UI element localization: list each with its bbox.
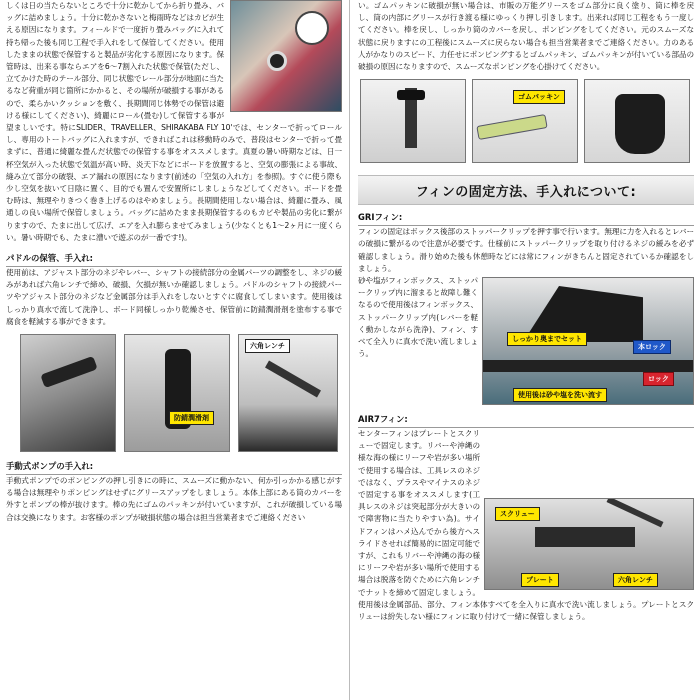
gri-fin-heading: GRIフィン: <box>358 211 694 226</box>
fin-plate-icon <box>535 527 635 547</box>
valve-icon <box>267 51 287 71</box>
main-lock-label: 本ロック <box>633 340 671 354</box>
set-firmly-label: しっかり奥までセット <box>507 332 587 346</box>
gri-block <box>358 275 694 407</box>
lever-icon <box>40 356 97 388</box>
rinse-label: 使用後は砂や塩を洗い流す <box>513 388 607 402</box>
left-column <box>6 0 342 700</box>
lubricant-label: 防錆潤滑剤 <box>169 411 214 425</box>
hex-wrench-icon <box>265 361 321 398</box>
paddle-lever-photo <box>20 334 116 452</box>
pump-rod-photo <box>360 79 466 163</box>
pump-paragraph: 手動式ポンプでのポンピングの押し引きにの時に、スムーズに動かない、何か引っかかる感じがする場合は無理やりポンピングはせずにグリースアップをしましょう。本体上部にある筒のカバーを外すとポンプの棒が抜けます。棒の先にゴムのパッキンが付いていますが、これが破損している場合は交換になります。お客様のポンプが破損状態の場合は担当営業者までご連絡ください <box>6 476 342 522</box>
paddle-paragraph: 使用前は、アジャスト部分のネジやレバー、シャフトの接続部分の金属パーツの調整をし、ネジの緩みがあれば六角レンチで締め、破損、欠損が無いか確認しましょう。パドルのシャフトの接続パーツやアジャスト部分のネジなど金属部分は手入れをしないとすぐに腐食してしまいます。使用後はしっかり真水で流して洗浄し、ボード同様しっかり乾燥させ、保管前に防錆潤滑剤を塗布する事で腐食を軽減する事ができます。 <box>6 268 342 326</box>
fin-section-title: フィンの固定方法、手入れについて: <box>415 184 637 200</box>
pump-heading: 手動式ポンプの手入れ: <box>6 460 342 475</box>
gri-fin-paragraph: フィンの固定はボックス後部のストッパークリップを押す事で行います。無理に力を入れるとレバーの破損に繋がるので注意が必要です。仕様前にストッパークリップを取り付けるネジの緩みを必ず確認しましょう。滑り始めた後も休憩時などには常にフィンがきちんと固定されているか確認をしましょう。 <box>358 227 694 273</box>
gri-fin-photo <box>482 277 694 405</box>
air7-block <box>358 428 694 623</box>
air7-hex-wrench-label: 六角レンチ <box>613 573 658 587</box>
air7-fin-paragraph: センターフィンはプレートとスクリューで固定します。リバーや沖縄の様な海の様にリーフや岩が多い場所で使用する場合は、工具レスのネジではなく、プラスやマイナスのネジで固定する事をオススメします(工具レスのネジは突起部分が大きいので障害物に当たりやすい為)。サイドフィンはハメ込んでから後方へスライドさせれば簡易的に固定可能ですが、これもリバーや沖縄の海の様にリーフや岩が多い場所で使用する場合は脱落を防ぐために六角レンチでナットを締めて固定しましょう。使用後は金属部品、部分、フィン本体すべてを全入りに真水で洗い流しましょう。プレートとスクリューは紛失しない様にフィンに取り付けて一緒に保管しましょう。 <box>358 429 694 622</box>
rubber-seal-label: ゴムパッキン <box>513 90 565 104</box>
air7-hex-wrench-icon <box>607 498 664 527</box>
gri-fin-rinse-paragraph: 砂や塩がフィンボックス、ストッパークリップ内に溜まると故障し難くなるので使用後はフィンボックス、ストッパークリップ内(レバーを軽く動かしながら洗浄)、フィン、すべて全入りに真水で洗い流しましょう。 <box>358 276 478 359</box>
storage-paragraph: しくは日の当たらないところで十分に乾かしてから折り畳み、バッグに詰めましょう。十分に乾かさないと梅雨時などはカビが生える原因になります。フィールドで一度折り畳みバッグに入れて持ち帰った後も同じ工程で手入れをして保管してください。使用したままの状態で保管すると製品が劣化する原因になります。保管時は、出来る事ならエアを6〜7割入れた状態で保管(ただし、立てかけた時のテール部分、同じ状態でレール部分が地面に当たるなど荷重が同じ箇所にかかると、その場所が破損する事があるので、柔らかいクッションを敷く、長期間同じ体勢での保管は避ける様にしてください)、綺麗にロール(畳む)して保管する事が望ましいです。特にSLIDER、TRAVELLER、SHIRAKABA FLY 10'では、センターで折ってロールし、専用のトートバッグに入れますが、できればこれは移動時のみで、普段はセンターで折って畳まずに、普通に綺麗な畳んだ状態での保管する事をオススメします。真夏の暑い時期などは、日一杯空気が入った状態で気温が高い時、炎天下などにボードを放置すると、空気の膨張による事故、縫み立て部分の破裂、エア漏れの原因になります(前述の「空気の入れ方」を参照)。すぐに使う際も少し空気を抜いて日陰に置く、目的でも置んで安置所にしましょうなどしてください。ボードを畳む時は、無理やりきつく巻き上げるのはやめましょう。長期間使用しない場合は、綺麗に畳み、風通しの良い場所で保管しましょう。バッグに詰めたまま長期保管するのもカビや製品の劣化に繋がりますので、たまに出して広げ、エアを入れ膨らませてみましょう(少なくとも1〜2ヶ月に一度くらい。暑い時期でも、たまに漕いで遊ぶのが一番です!)。 <box>6 1 342 242</box>
lubricant-photo <box>124 334 230 452</box>
air7-fin-photo <box>484 498 694 590</box>
pump-cylinder-icon <box>615 94 665 154</box>
air7-fin-heading: AIR7フィン: <box>358 413 694 428</box>
grease-photo <box>472 79 578 163</box>
paddle-heading: パドルの保管、手入れ: <box>6 252 342 267</box>
fin-section-banner <box>358 175 694 205</box>
paddle-photo-row <box>6 334 342 456</box>
pump-cylinder-photo <box>584 79 690 163</box>
hex-wrench-label: 六角レンチ <box>245 339 290 353</box>
right-column <box>358 0 694 700</box>
grease-tube-icon <box>476 114 547 140</box>
hex-wrench-photo <box>238 334 338 452</box>
plate-label: プレート <box>521 573 559 587</box>
lock-label: ロック <box>643 372 674 386</box>
fin-box-icon <box>483 360 694 372</box>
pump-photo-row <box>358 79 694 167</box>
board-photo <box>230 0 342 112</box>
screw-label: スクリュー <box>495 507 540 521</box>
rubber-seal-icon <box>397 90 425 100</box>
pump-continued-paragraph: い。ゴムパッキンに破損が無い場合は、市販の万能グリースをゴム部分に良く塗り、筒に棒を戻し、筒の内部にグリースが行き渡る様にゆっくり押し引きします。出来れば同じ工程をもう一度してください。棒を戻し、しっかり筒のカバーを戻し、ポンピングをしてください。元のスムーズな状態に戻りますにの工程後にスムーズに戻らない場合も担当営業者までご連絡ください。力のある人がかなりのスピード、力任せにポンピングするとゴムパッキン、ゴムパッキンが付いている部品の破損の原因になりますので、スムーズなポンピングを心掛けてください。 <box>358 1 694 72</box>
column-divider <box>349 0 350 700</box>
valve-cap-icon <box>295 11 329 45</box>
